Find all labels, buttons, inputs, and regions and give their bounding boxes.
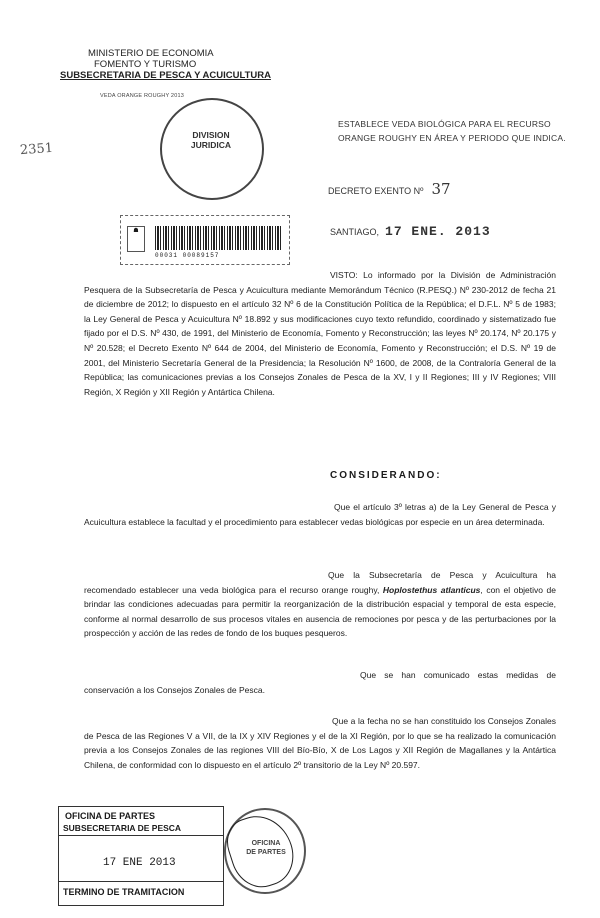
stamp-divider: [59, 835, 223, 836]
p2-text-before: Que la Subsecretaría de Pesca y Acuicultura ha recomendado establecer una veda biológica para el recurso orange roughy,: [84, 570, 556, 595]
title-line-2: ORANGE ROUGHY EN ÁREA Y PERIODO QUE INDICA.: [338, 133, 566, 143]
p4-text: Que a la fecha no se han constituido los Consejos Zonales de Pesca de las Regiones V a VII, de la IX y XIV Regiones y el de la XI Región, por lo que se ha realizado la comunicación previa a los Consejos Zonales de las regiones VIII del Bío-Bío, X de Los Lagos y XII Región de Magallanes y la Antártica Chilena, de conformidad con lo dispuesto en el artículo 2º transitorio de la Ley Nº 20.597.: [84, 716, 556, 770]
office-line-1: OFICINA DE PARTES: [65, 811, 156, 821]
decree-value: 37: [431, 180, 451, 198]
stamp-line-1: DIVISION: [192, 130, 230, 140]
title-line-1: ESTABLECE VEDA BIOLÓGICA PARA EL RECURSO: [338, 119, 551, 129]
p3-text: Que se han comunicado estas medidas de conservación a los Consejos Zonales de Pesca.: [84, 670, 556, 695]
visto-paragraph: [84, 268, 556, 399]
p2-text-after: , con el objetivo de brindar las condiciones adecuadas para permitir la reorganización de la distribución espacial y temporal de esta especie, conforme al normal desarrollo de sus procesos vitales en ausencia de remociones por pesca y de las perturbaciones por la prospección y acción de las redes de fondo de los buques pesqueros.: [84, 584, 557, 639]
partes-line-1: OFICINA: [251, 840, 281, 847]
ministry-header: [60, 48, 271, 81]
visto-lead: VISTO:: [330, 270, 358, 280]
partes-line-2: DE PARTES: [246, 848, 286, 856]
considerando-p4: [84, 714, 556, 772]
handwritten-mark: 2351: [19, 140, 54, 159]
place-date: [330, 224, 491, 239]
decree-number: [328, 180, 451, 198]
ministry-line-1: MINISTERIO DE ECONOMIA: [88, 48, 214, 59]
considerando-p3: [84, 668, 556, 697]
considerando-p1: [84, 500, 556, 529]
barcode-sticker: [120, 215, 290, 265]
barcode-bars: [155, 226, 281, 250]
veda-note: VEDA ORANGE ROUGHY 2013: [100, 93, 184, 99]
considerando-heading: CONSIDERANDO:: [330, 470, 442, 481]
gov-logo-icon: ☗: [127, 226, 145, 252]
office-date: 17 ENE 2013: [103, 857, 176, 869]
considerando-p2: [84, 568, 556, 641]
decree-date: 17 ENE. 2013: [385, 224, 491, 239]
decree-title: [338, 117, 566, 145]
division-juridica-stamp: [160, 98, 264, 200]
species-name: Hoplostethus atlanticus: [382, 584, 481, 595]
oficina-partes-stamp: [58, 806, 224, 906]
subsecretaria-title: SUBSECRETARIA DE PESCA Y ACUICULTURA: [60, 70, 271, 81]
stamp-divider-2: [59, 881, 223, 882]
barcode-number: 00031 00089157: [155, 252, 220, 259]
office-status: TERMINO DE TRAMITACION: [63, 887, 185, 897]
city-label: SANTIAGO,: [330, 227, 380, 237]
ministry-line-2: FOMENTO Y TURISMO: [94, 59, 197, 70]
p1-text: Que el artículo 3º letras a) de la Ley General de Pesca y Acuicultura establece la facultad y el procedimiento para establecer vedas biológicas por especie en un área determinada.: [84, 502, 556, 527]
office-line-2: SUBSECRETARIA DE PESCA: [63, 823, 182, 833]
visto-text: Lo informado por la División de Administración Pesquera de la Subsecretaría de Pesca y Acuicultura mediante Memorándum Técnico (R.PESQ.) Nº 230-2012 de fecha 21 de diciembre de 2012; lo dispuesto en el artículo 32 Nº 6 de la Constitución Política de la República; el D.F.L. Nº 5 de 1983; la Ley General de Pesca y Acuicultura Nº 18.892 y sus modificaciones cuyo texto refundido, coordinado y sistematizado fue fijado por el D.S. Nº 430, de 1991, del Ministerio de Economía, Fomento y Reconstrucción; las leyes Nº 20.174, Nº 20.175 y Nº 20.528; el Decreto Exento Nº 644 de 2004, del Ministerio de Economía, Fomento y Reconstrucción; el D.S. Nº 19 de 2001, del Ministerio Secretaría General de la Presidencia; la Resolución Nº 1600, de 2008, de la Contraloría General de la República; las comunicaciones previas a los Consejos Zonales de Pesca de la XV, I y II Regiones; III y IV Regiones; VIII Región, X Región y XII Región y Antártica Chilena.: [84, 270, 556, 397]
stamp-line-2: JURIDICA: [190, 140, 232, 150]
decree-label: DECRETO EXENTO Nº: [328, 186, 424, 196]
